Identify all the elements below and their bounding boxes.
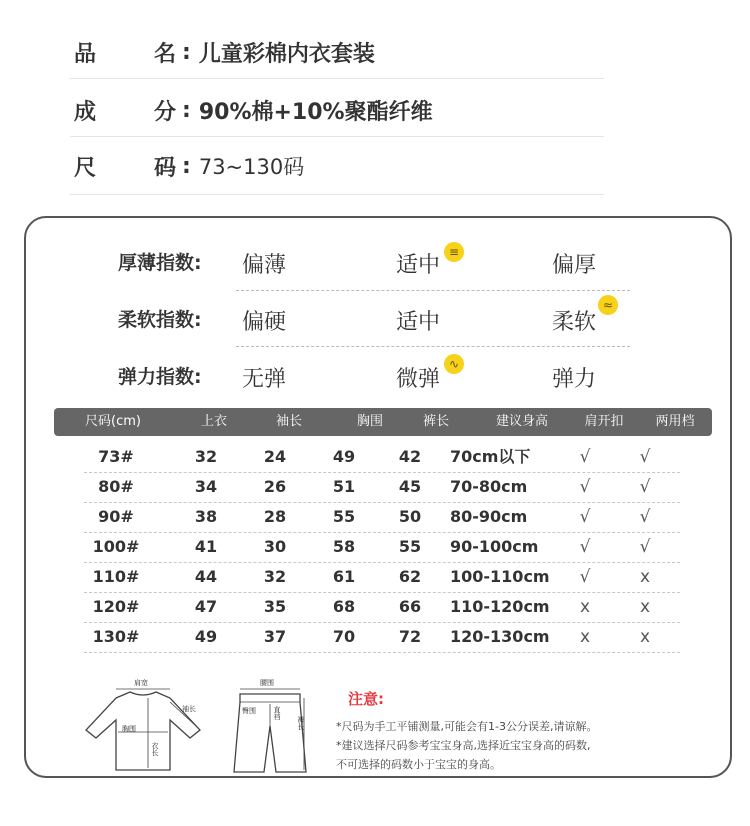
- cell-pants: 62: [398, 567, 422, 586]
- index-row-thickness: [26, 236, 726, 286]
- cell-height: 90-100cm: [450, 537, 539, 556]
- mark-thickness-icon: ≡: [444, 242, 464, 262]
- table-row: [26, 502, 726, 532]
- cell-shoulder-button: √: [579, 447, 591, 467]
- cell-size: 90#: [98, 507, 134, 526]
- cell-height: 110-120cm: [450, 597, 550, 616]
- cell-chest: 61: [332, 567, 356, 586]
- info-name-row: [74, 24, 604, 80]
- cell-height: 80-90cm: [450, 507, 528, 526]
- cell-crotch: x: [639, 567, 651, 587]
- cell-top: 32: [194, 447, 218, 466]
- cell-size: 100#: [92, 537, 140, 556]
- cell-shoulder-button: √: [579, 537, 591, 557]
- cell-crotch: x: [639, 627, 651, 647]
- table-row: [26, 562, 726, 592]
- table-row: [26, 622, 726, 652]
- cell-chest: 55: [332, 507, 356, 526]
- index-option: 偏薄: [242, 253, 287, 278]
- index-option-selected: 柔软: [552, 310, 597, 335]
- cell-sleeve: 30: [263, 537, 287, 556]
- size-table-header: [54, 408, 712, 436]
- index-option: 适中: [396, 310, 441, 335]
- header-pants: 裤长: [422, 414, 449, 429]
- cell-top: 47: [194, 597, 218, 616]
- note-line: 不可选择的码数小于宝宝的身高。: [336, 758, 501, 771]
- info-material-key1: 成: [74, 99, 97, 125]
- cell-chest: 51: [332, 477, 356, 496]
- size-card: [24, 216, 732, 778]
- header-sleeve: 袖长: [275, 414, 302, 429]
- cell-crotch: x: [639, 597, 651, 617]
- info-size-colon: :: [182, 153, 191, 179]
- cell-sleeve: 37: [263, 627, 287, 646]
- cell-shoulder-button: √: [579, 477, 591, 497]
- info-size-key2: 码: [154, 155, 177, 181]
- index-option: 弹力: [552, 367, 597, 392]
- table-row: [26, 592, 726, 622]
- table-row: [26, 472, 726, 502]
- index-option: 无弹: [242, 367, 287, 392]
- index-option-selected: 适中: [396, 253, 441, 278]
- header-crotch: 两用档: [655, 414, 695, 429]
- row-divider: [84, 652, 680, 653]
- shirt-diagram: [78, 679, 208, 774]
- cell-crotch: √: [639, 477, 651, 497]
- info-size-value: 73~130码: [198, 155, 305, 179]
- info-material-row: [74, 82, 604, 138]
- note-line: *建议选择尺码参考宝宝身高,选择近宝宝身高的码数,: [336, 739, 591, 752]
- cell-top: 41: [194, 537, 218, 556]
- index-divider: [236, 346, 630, 347]
- shirt-chest-label: 胸围: [122, 725, 136, 733]
- header-top: 上衣: [200, 414, 227, 429]
- cell-shoulder-button: √: [579, 567, 591, 587]
- note-title: 注意:: [348, 690, 384, 708]
- index-option: 偏硬: [242, 310, 287, 335]
- cell-top: 44: [194, 567, 218, 586]
- cell-top: 34: [194, 477, 218, 496]
- cell-pants: 72: [398, 627, 422, 646]
- cell-crotch: √: [639, 447, 651, 467]
- header-size: 尺码(cm): [85, 414, 141, 429]
- header-height: 建议身高: [495, 414, 548, 429]
- cell-pants: 45: [398, 477, 422, 496]
- cell-height: 70-80cm: [450, 477, 528, 496]
- index-label: 柔软指数:: [118, 309, 202, 331]
- mark-elasticity-icon: ∿: [444, 354, 464, 374]
- cell-sleeve: 26: [263, 477, 287, 496]
- cell-pants: 66: [398, 597, 422, 616]
- cell-sleeve: 32: [263, 567, 287, 586]
- info-name-value: 儿童彩棉内衣套装: [198, 41, 375, 67]
- pants-diagram: [230, 679, 310, 776]
- cell-pants: 55: [398, 537, 422, 556]
- shirt-shoulder-label: 肩宽: [134, 679, 148, 687]
- cell-top: 38: [194, 507, 218, 526]
- info-size-key1: 尺: [74, 155, 97, 181]
- cell-crotch: √: [639, 537, 651, 557]
- shirt-icon: [78, 686, 208, 774]
- info-size-row: [74, 138, 604, 194]
- info-divider: [70, 78, 604, 79]
- shirt-sleeve-label: 袖长: [182, 705, 196, 713]
- cell-shoulder-button: √: [579, 507, 591, 527]
- pants-icon: [230, 686, 310, 776]
- pants-rise-label: 直裆: [273, 706, 281, 720]
- pants-waist-label: 腰围: [260, 679, 274, 687]
- cell-pants: 42: [398, 447, 422, 466]
- index-option: 偏厚: [552, 253, 597, 278]
- cell-height: 70cm以下: [450, 447, 531, 466]
- index-label: 厚薄指数:: [118, 252, 202, 274]
- index-row-elasticity: [26, 350, 726, 400]
- mark-softness-icon: ≈: [598, 295, 618, 315]
- cell-shoulder-button: x: [579, 597, 591, 617]
- cell-size: 120#: [92, 597, 140, 616]
- header-shoulder-button: 肩开扣: [584, 414, 624, 429]
- cell-crotch: √: [639, 507, 651, 527]
- cell-chest: 68: [332, 597, 356, 616]
- cell-pants: 50: [398, 507, 422, 526]
- cell-top: 49: [194, 627, 218, 646]
- cell-size: 110#: [92, 567, 140, 586]
- cell-height: 120-130cm: [450, 627, 550, 646]
- pants-hip-label: 臀围: [242, 707, 256, 715]
- index-row-softness: [26, 293, 726, 343]
- info-name-key1: 品: [74, 41, 97, 67]
- table-row: [26, 532, 726, 562]
- info-name-key2: 名: [154, 41, 177, 67]
- index-label: 弹力指数:: [118, 366, 202, 388]
- header-chest: 胸围: [356, 414, 383, 429]
- cell-size: 73#: [98, 447, 134, 466]
- cell-chest: 58: [332, 537, 356, 556]
- info-material-colon: :: [182, 97, 191, 123]
- cell-sleeve: 24: [263, 447, 287, 466]
- index-option-selected: 微弹: [396, 367, 441, 392]
- cell-shoulder-button: x: [579, 627, 591, 647]
- cell-chest: 70: [332, 627, 356, 646]
- cell-chest: 49: [332, 447, 356, 466]
- cell-size: 130#: [92, 627, 140, 646]
- cell-sleeve: 28: [263, 507, 287, 526]
- info-divider: [70, 136, 604, 137]
- index-divider: [236, 290, 630, 291]
- info-name-colon: :: [182, 39, 191, 65]
- cell-sleeve: 35: [263, 597, 287, 616]
- pants-length-label: 裤长: [297, 716, 305, 730]
- shirt-length-label: 衣长: [151, 742, 159, 756]
- info-divider: [70, 194, 604, 195]
- info-material-key2: 分: [154, 99, 177, 125]
- table-row: [26, 442, 726, 472]
- note-line: *尺码为手工平铺测量,可能会有1-3公分误差,请谅解。: [336, 720, 598, 733]
- cell-height: 100-110cm: [450, 567, 550, 586]
- info-material-value: 90%棉+10%聚酯纤维: [198, 99, 433, 125]
- cell-size: 80#: [98, 477, 134, 496]
